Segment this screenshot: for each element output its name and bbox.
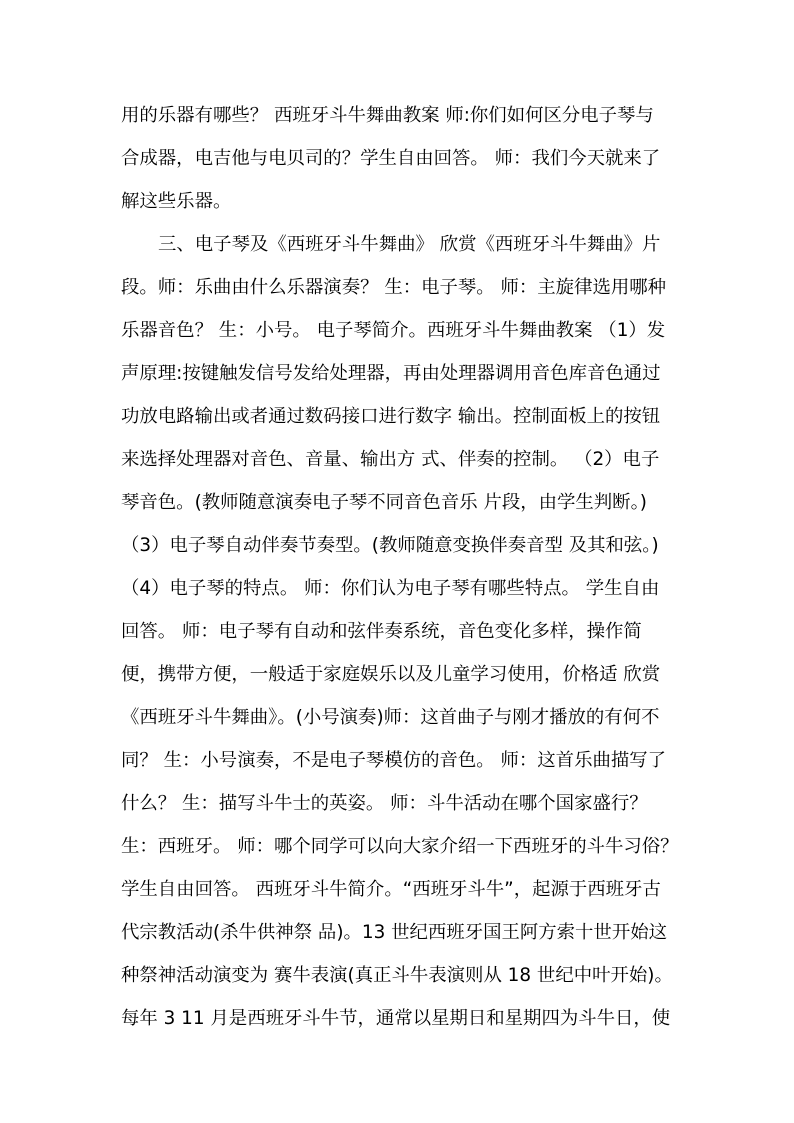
text-line: （3）电子琴自动伴奏节奏型。(教师随意变换伴奏音型 及其和弦。) xyxy=(121,535,659,556)
text-line: 代宗教活动(杀牛供神祭 品)。13 世纪西班牙国王阿方索十世开始这 xyxy=(121,922,667,943)
text-line: 学生自由回答。 西班牙斗牛简介。“西班牙斗牛”，起源于西班牙古 xyxy=(121,879,661,900)
text-line: 同？ 生：小号演奏，不是电子琴模仿的音色。 师：这首乐曲描写了 xyxy=(121,750,667,771)
text-line: 便，携带方便，一般适于家庭娱乐以及儿童学习使用，价格适 欣赏 xyxy=(121,664,661,685)
text-line: 种祭神活动演变为 赛牛表演(真正斗牛表演则从 18 世纪中叶开始)。 xyxy=(121,965,673,986)
text-line: 乐器音色？ 生：小号。 电子琴简介。西班牙斗牛舞曲教案 （1）发 xyxy=(121,320,666,341)
text-line: （4）电子琴的特点。 师：你们认为电子琴有哪些特点。 学生自由 xyxy=(121,578,660,599)
text-line: 功放电路输出或者通过数码接口进行数字 输出。控制面板上的按钮 xyxy=(121,406,661,427)
text-line: 段。师：乐曲由什么乐器演奏？ 生：电子琴。 师：主旋律选用哪种 xyxy=(121,277,667,298)
text-line: 解这些乐器。 xyxy=(121,191,232,212)
paragraph-start-line: 三、电子琴及《西班牙斗牛舞曲》 欣赏《西班牙斗牛舞曲》片 xyxy=(158,234,661,255)
text-line: 用的乐器有哪些？ 西班牙斗牛舞曲教案 师:你们如何区分电子琴与 xyxy=(121,105,654,126)
text-line: 回答。 师：电子琴有自动和弦伴奏系统，音色变化多样，操作简 xyxy=(121,621,642,642)
text-line: 来选择处理器对音色、音量、输出方 式、伴奏的控制。 （2）电子 xyxy=(121,449,660,470)
text-line: 琴音色。(教师随意演奏电子琴不同音色音乐 片段，由学生判断。) xyxy=(121,492,647,513)
text-line: 声原理:按键触发信号发给处理器，再由处理器调用音色库音色通过 xyxy=(121,363,661,384)
text-line: 《西班牙斗牛舞曲》。(小号演奏)师：这首曲子与刚才播放的有何不 xyxy=(121,707,660,728)
text-line: 什么？ 生：描写斗牛士的英姿。 师：斗牛活动在哪个国家盛行？ xyxy=(121,793,648,814)
text-line: 合成器，电吉他与电贝司的？学生自由回答。 师：我们今天就来了 xyxy=(121,148,661,169)
text-line: 每年 3 11 月是西班牙斗牛节，通常以星期日和星期四为斗牛日，使 xyxy=(121,1008,671,1029)
text-line: 生：西班牙。 师：哪个同学可以向大家介绍一下西班牙的斗牛习俗？ xyxy=(121,836,679,857)
